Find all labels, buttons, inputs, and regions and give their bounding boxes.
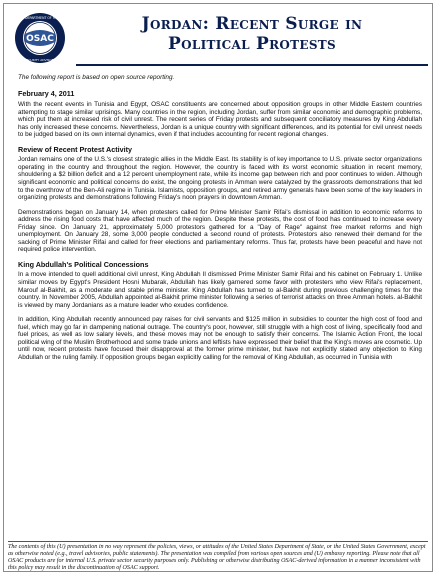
- disclaimer-footer: The contents of this (U) presentation in no way represent the policies, views, or attitudes of the United States Department of State, or the United States Government, except as otherwise noted (e.g., travel advisories, public statements). The presentation was compiled from various open sources and (U) embassy reporting. Please note that all OSAC products are for internal U.S. private sector security purposes only. Publishing or otherwise distributing OSAC-derived information in a manner inconsistent with this policy may result in the discontinuation of OSAC support.: [8, 541, 428, 572]
- paragraph-5: In addition, King Abdullah recently announced pay raises for civil servants and $125 million in subsidies to counter the high cost of food and fuel, which may go far in dampening national outrage. The country's poor, however, still struggle with a high cost of living, specifically food and fuel prices, as well as low salary levels, and these moves may not be enough to satisfy their concerns. The Islamic Action Front, the local political wing of the Muslim Brotherhood and some trade unions and leftists have expressed their belief that the King's moves are cosmetic. Up until now, recent protests have focused their disapproval at the former prime minister, but have not explicitly stated any objection to King Abdullah or the ruling family. If opposition groups began explicitly calling for the removal of King Abdullah, as occurred in Tunisia with: [18, 316, 422, 361]
- report-body: [18, 74, 422, 369]
- paragraph-2: Jordan remains one of the U.S.'s closest strategic allies in the Middle East. Its stability is of key importance to U.S. private sector organizations operating in the country and throughout the region. However, the country is faced with its worst economic situation in recent memory, shouldering a $2 billion deficit and a 12 percent unemployment rate, while its income gap between rich and poor continues to widen. Although significant economic and political concerns do exist, the ongoing protests in Amman were catalyzed by the grassroots demonstrations that led to the overthrow of the Ben-Ali regime in Tunisia. Islamists, opposition groups, and retired army generals have been some of the key leaders in organizing protests and demonstrations following Friday's noon prayers in downtown Amman.: [18, 156, 422, 202]
- paragraph-3: Demonstrations began on January 14, when protesters called for Prime Minister Samir Rifai's dismissal in addition to economic reforms to address the rising food costs that have affected much of the region. Despite these protests, the cost of food has continued to increase every Friday since. On January 21, approximately 5,000 protestors gathered for a "Day of Rage" against free market reforms and high unemployment. On January 28, some 3,000 people conducted a second round of protests. Protestors also renewed their demand for the sacking of Prime Minister Rifai and called for freer elections and parliamentary reforms. Thus far, protests have been peaceful and have not required police intervention.: [18, 208, 422, 254]
- section-heading-concessions: King Abdullah's Political Concessions: [18, 259, 149, 269]
- document-page: [3, 3, 433, 572]
- title-divider: [76, 64, 428, 66]
- svg-text:SECURITY ADVISORY: SECURITY ADVISORY: [24, 58, 56, 62]
- section-heading-protests: Review of Recent Protest Activity: [18, 144, 132, 154]
- report-title: [82, 14, 422, 54]
- report-date: February 4, 2011: [18, 88, 75, 98]
- intro-note: The following report is based on open source reporting.: [18, 74, 175, 81]
- osac-seal-logo: [13, 10, 67, 66]
- paragraph-4: In a move intended to quell additional civil unrest, King Abdullah II dismissed Prime Minister Samir Rifai and his cabinet on February 1. Unlike similar moves by Egypt's President Hosni Mubarak, Abdullah has likely garnered some favor with protesters who view Rifai's replacement, Marouf al-Bakhit, as a moderate and stable prime minister. King Abdullah has turned to al-Bakhit during previous challenging times for the country. In November 2005, Abdullah appointed al-Bakhit prime minister following a series of terrorist attacks on three Amman hotels. al-Bakhit is viewed by many Jordanians as a mature leader who exudes confidence.: [18, 271, 422, 309]
- report-title-line-2: Political Protests: [168, 34, 336, 54]
- svg-text:U.S. DEPARTMENT OF STATE: U.S. DEPARTMENT OF STATE: [17, 16, 63, 20]
- paragraph-1: With the recent events in Tunisia and Egypt, OSAC constituents are concerned about opposition groups in other Middle Eastern countries attempting to stage similar uprisings. Many countries in the region, including Jordan, suffer from similar economic and demographic problems, which put them at increased risk of civil unrest. The recent series of Friday protests and subsequent conciliatory measures by King Abdullah has only increased these concerns. Nevertheless, Jordan is a unique country with significant differences, and its potential for civil unrest needs to be judged based on its own internal dynamics, even if that includes accounting for recent regional changes.: [18, 101, 422, 139]
- report-title-line-1: Jordan: Recent Surge in: [141, 14, 363, 34]
- svg-text:OSAC: OSAC: [26, 34, 54, 44]
